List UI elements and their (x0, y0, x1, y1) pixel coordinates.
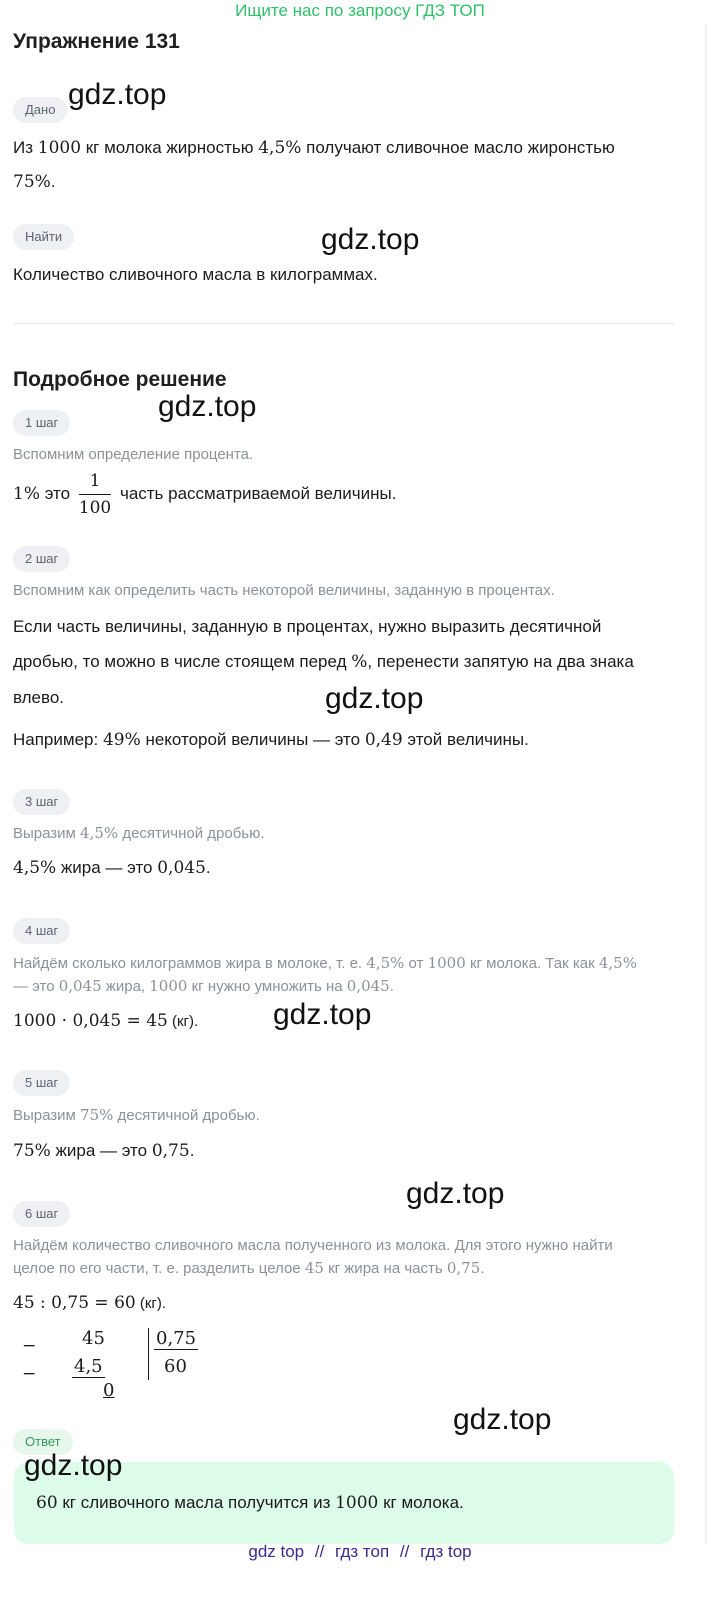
watermark: gdz.top (273, 998, 372, 1031)
step-5-hint: Выразим 75% десятичной дробью. (13, 1106, 260, 1124)
step-4-hint: Найдём сколько килограммов жира в молоке, т. е. 4,5% от 1000 кг молока. Так как 4,5% — это 0,045 жира, 1000 кг нужно умножить на 0,045. (13, 954, 637, 995)
step-3-badge: 3 шаг (13, 789, 70, 815)
step-3-hint: Выразим 4,5% десятичной дробью. (13, 824, 265, 842)
step-2-hint: Вспомним как определить часть некоторой величины, заданную в процентах. (13, 582, 555, 599)
watermark: gdz.top (24, 1449, 123, 1482)
minus-sign: − (22, 1336, 37, 1356)
answer-text: 60 кг сливочного масла получится из 1000 кг молока. (36, 1493, 464, 1513)
answer-badge: Ответ (13, 1429, 73, 1455)
step-6-equation: 45 : 0,75 = 60 (кг). (13, 1293, 167, 1313)
watermark: gdz.top (453, 1403, 552, 1436)
step-1-text: 1% это $\frac{1}{100}$ часть рассматриваемой величины. (13, 468, 397, 521)
promo-banner[interactable]: Ищите нас по запросу ГДЗ ТОП (235, 1, 485, 20)
step-1-badge: 1 шаг (13, 410, 70, 436)
given-text: Из 1000 кг молока жирностью 4,5% получают сливочное масло жиронстью 75%. (13, 138, 615, 192)
step-4-badge: 4 шаг (13, 918, 70, 944)
step-2-example: Например: 49% некоторой величины — это 0,49 этой величины. (13, 730, 529, 750)
footer-separator: // (399, 1542, 410, 1561)
page-title: Упражнение 131 (13, 30, 180, 53)
watermark: gdz.top (158, 390, 257, 423)
step-5-badge: 5 шаг (13, 1070, 70, 1096)
watermark: gdz.top (321, 223, 420, 256)
quotient: 60 (164, 1356, 187, 1377)
find-text: Количество сливочного масла в килограммах. (13, 265, 378, 284)
step-4-equation: 1000 · 0,045 = 45 (кг). (13, 1011, 199, 1031)
footer-separator: // (314, 1542, 325, 1561)
footer-link[interactable]: gdz top (248, 1542, 305, 1561)
minus-sign: − (22, 1364, 37, 1384)
remainder: 0 (103, 1380, 115, 1401)
watermark: gdz.top (406, 1177, 505, 1210)
subtrahend: 4,5 (74, 1356, 103, 1377)
step-1-hint: Вспомним определение процента. (13, 446, 254, 463)
scrollbar-track[interactable] (705, 24, 707, 1544)
given-badge: Дано (13, 97, 67, 123)
step-5-text: 75% жира — это 0,75. (13, 1141, 195, 1161)
watermark: gdz.top (325, 682, 424, 715)
watermark: gdz.top (68, 78, 167, 111)
footer-links (0, 1542, 720, 1562)
dividend: 45 (82, 1328, 105, 1349)
step-3-text: 4,5% жира — это 0,045. (13, 858, 211, 878)
divider (13, 323, 675, 324)
long-division (22, 1326, 212, 1406)
find-badge: Найти (13, 224, 74, 250)
division-bar (148, 1328, 149, 1380)
fraction: $\frac{1}{100}$ (79, 468, 111, 521)
step-2-badge: 2 шаг (13, 546, 70, 572)
step-6-badge: 6 шаг (13, 1201, 70, 1227)
footer-link[interactable]: гдз топ (335, 1542, 390, 1561)
footer-link[interactable]: гдз top (420, 1542, 472, 1561)
solution-title: Подробное решение (13, 368, 227, 391)
divisor: 0,75 (156, 1328, 197, 1349)
step-6-hint: Найдём количество сливочного масла полученного из молока. Для этого нужно найти целое по его части, т. е. разделить целое 45 кг жира на часть 0,75. (13, 1237, 613, 1277)
step-2-rule: Если часть величины, заданную в процентах, нужно выразить десятичной дробью, то можно в числе стоящем перед %, перенести запятую на два знака влево. (13, 617, 634, 707)
